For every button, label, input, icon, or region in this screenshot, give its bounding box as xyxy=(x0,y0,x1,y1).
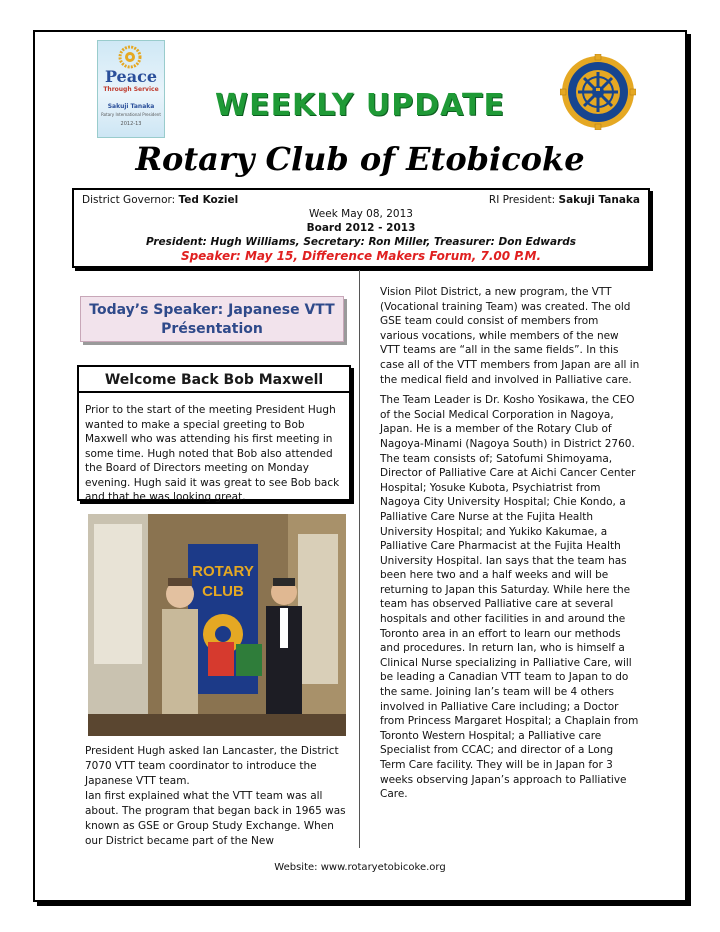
welcome-title: Welcome Back Bob Maxwell xyxy=(79,369,349,393)
logo-tagline: Rotary International President xyxy=(101,112,161,117)
peace-through-service-logo xyxy=(97,40,165,138)
left-para-2: Ian first explained what the VTT team was all about. The program that began back in 1965 was known as GSE or Group Study Exchange. When our District became part of the New xyxy=(85,790,346,847)
logo-years: 2012-13 xyxy=(120,121,142,127)
todays-speaker-line1: Today’s Speaker: Japanese VTT xyxy=(89,302,335,318)
newsletter-title: WEEKLY UPDATE xyxy=(214,88,506,123)
left-column-body xyxy=(85,744,351,849)
logo-peace-text: Peace xyxy=(104,67,158,86)
logo-subtitle: Through Service xyxy=(103,86,159,93)
right-column-body xyxy=(380,285,640,808)
dg-label: District Governor: xyxy=(82,194,176,206)
todays-speaker-heading xyxy=(80,296,344,342)
week-date: Week May 08, 2013 xyxy=(309,208,413,220)
district-governor xyxy=(82,194,238,206)
board-years: Board 2012 - 2013 xyxy=(306,222,416,234)
right-para-1: Vision Pilot District, a new program, the VTT (Vocational training Team) was created. The old GSE team could consist of members from various vocations, while members of the new VTT teams are “all in the same fields”. In this case all of the VTT members from Japan are all in the medical field and involved in Palliative care. xyxy=(380,286,640,386)
logo-name: Sakuji Tanaka xyxy=(107,103,155,110)
rotary-international-logo xyxy=(560,54,636,130)
photo-illustration xyxy=(88,514,346,736)
next-speaker: Speaker: May 15, Difference Makers Forum, 7.00 P.M. xyxy=(180,249,542,263)
banner-text-rotary: ROTARY xyxy=(192,563,254,580)
ri-label: RI President: xyxy=(488,194,556,206)
info-box xyxy=(72,188,650,268)
dg-name: Ted Koziel xyxy=(178,194,239,206)
right-para-2: The Team Leader is Dr. Kosho Yosikawa, the CEO of the Social Medical Corporation in Nagoya, Japan. He is a member of the Rotary Club of Nagoya-Minami (Nagoya South) in District 2760. The team consists of; Satofumi Shimoyama, Director of Palliative Care at Aichi Cancer Center Hospital; Yosuke Kubota, Psychiatrist from Nagoya City University Hospital; Chie Kondo, a Palliative Care Nurse at the Fujita Health University Hospital; and Yukiko Kakumae, a Palliative Care Pharmacist at the Fujita Health University Hospital. Ian says that the team has been here two and a half weeks and will be returning to Japan this Saturday. While here the team has observed Palliative care at several hospitals and other facilities in and around the Toronto area in an effort to learn our methods and procedures. In return Ian, who is himself a Clinical Nurse specializing in Palliative Care, will be leading a Canadian VTT team to Japan to do the same. Joining Ian’s team will be 4 others involved in Palliative Care including; a Doctor from Princess Margaret Hospital; a Chaplain from Toronto Western Hospital; a Palliative care Specialist from CCAC; and director of a Long Term Care facility. They will be in Japan for 3 weeks observing Japan’s approach to Palliative Care. xyxy=(380,394,639,801)
left-para-1: President Hugh asked Ian Lancaster, the District 7070 VTT team coordinator to introduce the Japanese VTT team. xyxy=(85,745,339,787)
ri-name: Sakuji Tanaka xyxy=(558,194,640,206)
footer-website[interactable]: Website: www.rotaryetobicoke.org xyxy=(274,862,446,873)
rotary-wheel-icon xyxy=(118,45,142,69)
officers-line: President: Hugh Williams, Secretary: Ron Miller, Treasurer: Don Edwards xyxy=(146,236,576,248)
welcome-back-box xyxy=(77,365,351,501)
todays-speaker-line2: Présentation xyxy=(161,321,263,337)
club-name: Rotary Club of Etobicoke xyxy=(135,140,585,178)
welcome-body: Prior to the start of the meeting President Hugh wanted to make a special greeting to Bob Maxwell who was attending his first meeting in some time. Hugh noted that Bob also attended the Board of Directors meeting on Monday evening. Hugh said it was great to see Bob back and that he was looking great. xyxy=(85,404,340,503)
ri-president xyxy=(489,194,640,206)
meeting-photo xyxy=(88,514,346,736)
column-divider xyxy=(359,270,360,848)
banner-text-club: CLUB xyxy=(202,583,244,600)
